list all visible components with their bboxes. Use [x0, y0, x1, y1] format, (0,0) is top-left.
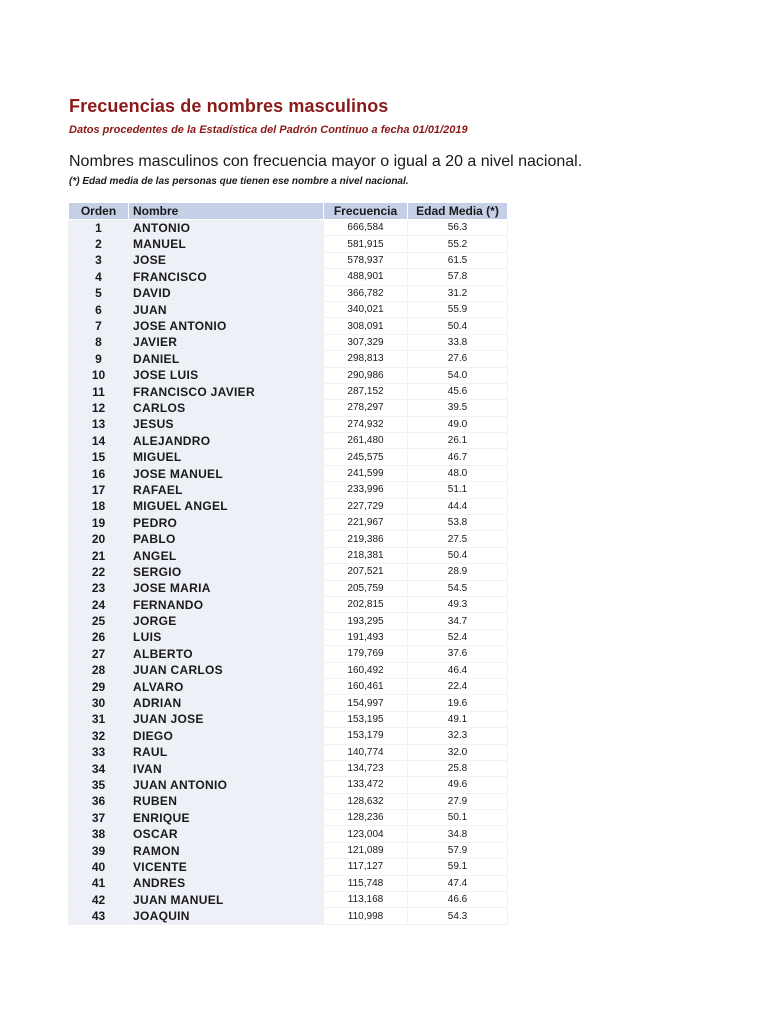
- table-row: [69, 383, 508, 399]
- table-row: [69, 908, 508, 924]
- cell-nombre: JOSE ANTONIO: [129, 318, 324, 334]
- table-row: [69, 744, 508, 760]
- table-row: [69, 465, 508, 481]
- cell-orden: 39: [69, 842, 129, 858]
- cell-frecuencia: 160,461: [324, 678, 408, 694]
- cell-frecuencia: 298,813: [324, 351, 408, 367]
- cell-orden: 15: [69, 449, 129, 465]
- names-table: [68, 202, 508, 925]
- cell-orden: 4: [69, 269, 129, 285]
- page-title: Frecuencias de nombres masculinos: [69, 96, 389, 116]
- section-heading: Nombres masculinos con frecuencia mayor o igual a 20 a nivel nacional.: [69, 153, 583, 170]
- cell-nombre: ENRIQUE: [129, 810, 324, 826]
- cell-edad-media: 52.4: [408, 629, 508, 645]
- cell-orden: 34: [69, 760, 129, 776]
- cell-frecuencia: 115,748: [324, 875, 408, 891]
- cell-edad-media: 34.7: [408, 613, 508, 629]
- table-row: [69, 826, 508, 842]
- cell-nombre: FRANCISCO JAVIER: [129, 383, 324, 399]
- cell-frecuencia: 578,937: [324, 252, 408, 268]
- cell-nombre: JUAN ANTONIO: [129, 777, 324, 793]
- cell-frecuencia: 140,774: [324, 744, 408, 760]
- cell-edad-media: 27.6: [408, 351, 508, 367]
- cell-nombre: DANIEL: [129, 351, 324, 367]
- cell-nombre: FERNANDO: [129, 596, 324, 612]
- cell-orden: 29: [69, 678, 129, 694]
- table-row: [69, 301, 508, 317]
- cell-edad-media: 56.3: [408, 220, 508, 236]
- cell-frecuencia: 123,004: [324, 826, 408, 842]
- cell-orden: 14: [69, 433, 129, 449]
- cell-edad-media: 50.1: [408, 810, 508, 826]
- cell-edad-media: 49.1: [408, 711, 508, 727]
- cell-nombre: SERGIO: [129, 564, 324, 580]
- cell-orden: 19: [69, 515, 129, 531]
- cell-orden: 7: [69, 318, 129, 334]
- table-row: [69, 777, 508, 793]
- cell-edad-media: 47.4: [408, 875, 508, 891]
- cell-frecuencia: 121,089: [324, 842, 408, 858]
- table-row: [69, 269, 508, 285]
- cell-nombre: FRANCISCO: [129, 269, 324, 285]
- cell-orden: 10: [69, 367, 129, 383]
- cell-orden: 26: [69, 629, 129, 645]
- cell-edad-media: 54.5: [408, 580, 508, 596]
- cell-nombre: PEDRO: [129, 515, 324, 531]
- cell-frecuencia: 278,297: [324, 400, 408, 416]
- table-row: [69, 515, 508, 531]
- table-row: [69, 892, 508, 908]
- column-header-orden: Orden: [69, 203, 129, 220]
- cell-nombre: JUAN JOSE: [129, 711, 324, 727]
- table-row: [69, 252, 508, 268]
- cell-edad-media: 39.5: [408, 400, 508, 416]
- cell-orden: 43: [69, 908, 129, 924]
- cell-orden: 1: [69, 220, 129, 236]
- cell-frecuencia: 488,901: [324, 269, 408, 285]
- cell-nombre: JOAQUIN: [129, 908, 324, 924]
- cell-frecuencia: 205,759: [324, 580, 408, 596]
- cell-frecuencia: 666,584: [324, 220, 408, 236]
- cell-nombre: JOSE: [129, 252, 324, 268]
- cell-frecuencia: 307,329: [324, 334, 408, 350]
- cell-edad-media: 27.9: [408, 793, 508, 809]
- cell-orden: 28: [69, 662, 129, 678]
- table-row: [69, 810, 508, 826]
- cell-orden: 23: [69, 580, 129, 596]
- table-row: [69, 711, 508, 727]
- cell-frecuencia: 218,381: [324, 547, 408, 563]
- cell-nombre: LUIS: [129, 629, 324, 645]
- table-row: [69, 318, 508, 334]
- cell-edad-media: 46.7: [408, 449, 508, 465]
- cell-nombre: JUAN MANUEL: [129, 892, 324, 908]
- cell-nombre: JOSE MANUEL: [129, 465, 324, 481]
- cell-frecuencia: 153,179: [324, 728, 408, 744]
- cell-frecuencia: 134,723: [324, 760, 408, 776]
- cell-frecuencia: 207,521: [324, 564, 408, 580]
- column-header-nombre: Nombre: [129, 203, 324, 220]
- cell-orden: 24: [69, 596, 129, 612]
- cell-frecuencia: 128,236: [324, 810, 408, 826]
- cell-orden: 16: [69, 465, 129, 481]
- cell-edad-media: 32.0: [408, 744, 508, 760]
- cell-edad-media: 54.3: [408, 908, 508, 924]
- cell-orden: 38: [69, 826, 129, 842]
- cell-frecuencia: 113,168: [324, 892, 408, 908]
- table-row: [69, 646, 508, 662]
- cell-nombre: ANDRES: [129, 875, 324, 891]
- table-row: [69, 449, 508, 465]
- cell-orden: 6: [69, 301, 129, 317]
- cell-edad-media: 34.8: [408, 826, 508, 842]
- cell-nombre: JAVIER: [129, 334, 324, 350]
- cell-orden: 13: [69, 416, 129, 432]
- cell-edad-media: 51.1: [408, 482, 508, 498]
- table-row: [69, 564, 508, 580]
- cell-nombre: ALVARO: [129, 678, 324, 694]
- page-subtitle: Datos procedentes de la Estadística del Padrón Continuo a fecha 01/01/2019: [69, 124, 468, 136]
- cell-frecuencia: 366,782: [324, 285, 408, 301]
- table-row: [69, 580, 508, 596]
- cell-orden: 36: [69, 793, 129, 809]
- cell-frecuencia: 202,815: [324, 596, 408, 612]
- cell-edad-media: 19.6: [408, 695, 508, 711]
- cell-nombre: ALBERTO: [129, 646, 324, 662]
- cell-edad-media: 46.4: [408, 662, 508, 678]
- cell-nombre: JUAN CARLOS: [129, 662, 324, 678]
- cell-orden: 18: [69, 498, 129, 514]
- cell-edad-media: 48.0: [408, 465, 508, 481]
- table-row: [69, 531, 508, 547]
- cell-orden: 20: [69, 531, 129, 547]
- cell-frecuencia: 179,769: [324, 646, 408, 662]
- cell-edad-media: 31.2: [408, 285, 508, 301]
- cell-frecuencia: 290,986: [324, 367, 408, 383]
- table-row: [69, 547, 508, 563]
- cell-frecuencia: 193,295: [324, 613, 408, 629]
- cell-edad-media: 54.0: [408, 367, 508, 383]
- cell-edad-media: 27.5: [408, 531, 508, 547]
- table-row: [69, 678, 508, 694]
- cell-edad-media: 46.6: [408, 892, 508, 908]
- table-row: [69, 498, 508, 514]
- cell-orden: 17: [69, 482, 129, 498]
- table-row: [69, 662, 508, 678]
- table-row: [69, 220, 508, 236]
- table-row: [69, 351, 508, 367]
- table-row: [69, 859, 508, 875]
- cell-nombre: VICENTE: [129, 859, 324, 875]
- table-row: [69, 482, 508, 498]
- cell-edad-media: 53.8: [408, 515, 508, 531]
- cell-nombre: ADRIAN: [129, 695, 324, 711]
- cell-orden: 2: [69, 236, 129, 252]
- cell-orden: 25: [69, 613, 129, 629]
- cell-orden: 41: [69, 875, 129, 891]
- cell-nombre: ANTONIO: [129, 220, 324, 236]
- cell-orden: 22: [69, 564, 129, 580]
- table-row: [69, 416, 508, 432]
- cell-frecuencia: 245,575: [324, 449, 408, 465]
- cell-nombre: RAMON: [129, 842, 324, 858]
- cell-nombre: OSCAR: [129, 826, 324, 842]
- cell-edad-media: 57.8: [408, 269, 508, 285]
- cell-frecuencia: 154,997: [324, 695, 408, 711]
- cell-edad-media: 49.0: [408, 416, 508, 432]
- cell-nombre: JESUS: [129, 416, 324, 432]
- cell-orden: 42: [69, 892, 129, 908]
- cell-edad-media: 61.5: [408, 252, 508, 268]
- cell-orden: 33: [69, 744, 129, 760]
- table-row: [69, 760, 508, 776]
- cell-nombre: RAUL: [129, 744, 324, 760]
- cell-edad-media: 50.4: [408, 547, 508, 563]
- table-row: [69, 596, 508, 612]
- cell-nombre: DIEGO: [129, 728, 324, 744]
- table-body: [69, 220, 508, 925]
- cell-frecuencia: 221,967: [324, 515, 408, 531]
- cell-edad-media: 37.6: [408, 646, 508, 662]
- column-header-edad-media: Edad Media (*): [408, 203, 508, 220]
- table-row: [69, 285, 508, 301]
- cell-edad-media: 59.1: [408, 859, 508, 875]
- table-header-row: [69, 203, 508, 220]
- cell-orden: 9: [69, 351, 129, 367]
- cell-orden: 37: [69, 810, 129, 826]
- cell-edad-media: 57.9: [408, 842, 508, 858]
- cell-frecuencia: 261,480: [324, 433, 408, 449]
- cell-orden: 35: [69, 777, 129, 793]
- cell-frecuencia: 340,021: [324, 301, 408, 317]
- cell-edad-media: 55.9: [408, 301, 508, 317]
- cell-edad-media: 25.8: [408, 760, 508, 776]
- cell-orden: 27: [69, 646, 129, 662]
- cell-orden: 12: [69, 400, 129, 416]
- cell-edad-media: 50.4: [408, 318, 508, 334]
- cell-frecuencia: 133,472: [324, 777, 408, 793]
- cell-frecuencia: 581,915: [324, 236, 408, 252]
- cell-nombre: ALEJANDRO: [129, 433, 324, 449]
- cell-edad-media: 28.9: [408, 564, 508, 580]
- table-note: (*) Edad media de las personas que tienen ese nombre a nivel nacional.: [69, 176, 409, 187]
- cell-frecuencia: 160,492: [324, 662, 408, 678]
- cell-frecuencia: 110,998: [324, 908, 408, 924]
- cell-frecuencia: 233,996: [324, 482, 408, 498]
- table-row: [69, 728, 508, 744]
- cell-nombre: RAFAEL: [129, 482, 324, 498]
- cell-edad-media: 33.8: [408, 334, 508, 350]
- table-row: [69, 367, 508, 383]
- cell-nombre: CARLOS: [129, 400, 324, 416]
- table-row: [69, 613, 508, 629]
- cell-frecuencia: 128,632: [324, 793, 408, 809]
- cell-edad-media: 22.4: [408, 678, 508, 694]
- cell-orden: 8: [69, 334, 129, 350]
- cell-nombre: JUAN: [129, 301, 324, 317]
- table-row: [69, 400, 508, 416]
- cell-edad-media: 49.3: [408, 596, 508, 612]
- cell-frecuencia: 241,599: [324, 465, 408, 481]
- table-row: [69, 875, 508, 891]
- cell-orden: 40: [69, 859, 129, 875]
- cell-frecuencia: 117,127: [324, 859, 408, 875]
- cell-orden: 31: [69, 711, 129, 727]
- cell-edad-media: 45.6: [408, 383, 508, 399]
- cell-frecuencia: 287,152: [324, 383, 408, 399]
- cell-nombre: JOSE MARIA: [129, 580, 324, 596]
- cell-orden: 11: [69, 383, 129, 399]
- cell-nombre: ANGEL: [129, 547, 324, 563]
- table-row: [69, 334, 508, 350]
- cell-nombre: MANUEL: [129, 236, 324, 252]
- cell-nombre: JOSE LUIS: [129, 367, 324, 383]
- cell-nombre: MIGUEL ANGEL: [129, 498, 324, 514]
- table-row: [69, 793, 508, 809]
- cell-frecuencia: 191,493: [324, 629, 408, 645]
- cell-frecuencia: 308,091: [324, 318, 408, 334]
- cell-edad-media: 26.1: [408, 433, 508, 449]
- cell-orden: 30: [69, 695, 129, 711]
- cell-edad-media: 32.3: [408, 728, 508, 744]
- cell-nombre: JORGE: [129, 613, 324, 629]
- cell-edad-media: 49.6: [408, 777, 508, 793]
- cell-nombre: MIGUEL: [129, 449, 324, 465]
- cell-nombre: RUBEN: [129, 793, 324, 809]
- cell-orden: 21: [69, 547, 129, 563]
- table-row: [69, 695, 508, 711]
- table-row: [69, 842, 508, 858]
- cell-nombre: PABLO: [129, 531, 324, 547]
- cell-nombre: IVAN: [129, 760, 324, 776]
- cell-edad-media: 55.2: [408, 236, 508, 252]
- cell-orden: 32: [69, 728, 129, 744]
- table-row: [69, 433, 508, 449]
- cell-edad-media: 44.4: [408, 498, 508, 514]
- table-row: [69, 629, 508, 645]
- cell-frecuencia: 153,195: [324, 711, 408, 727]
- cell-orden: 5: [69, 285, 129, 301]
- column-header-frecuencia: Frecuencia: [324, 203, 408, 220]
- cell-frecuencia: 274,932: [324, 416, 408, 432]
- cell-frecuencia: 219,386: [324, 531, 408, 547]
- cell-frecuencia: 227,729: [324, 498, 408, 514]
- table-row: [69, 236, 508, 252]
- cell-orden: 3: [69, 252, 129, 268]
- cell-nombre: DAVID: [129, 285, 324, 301]
